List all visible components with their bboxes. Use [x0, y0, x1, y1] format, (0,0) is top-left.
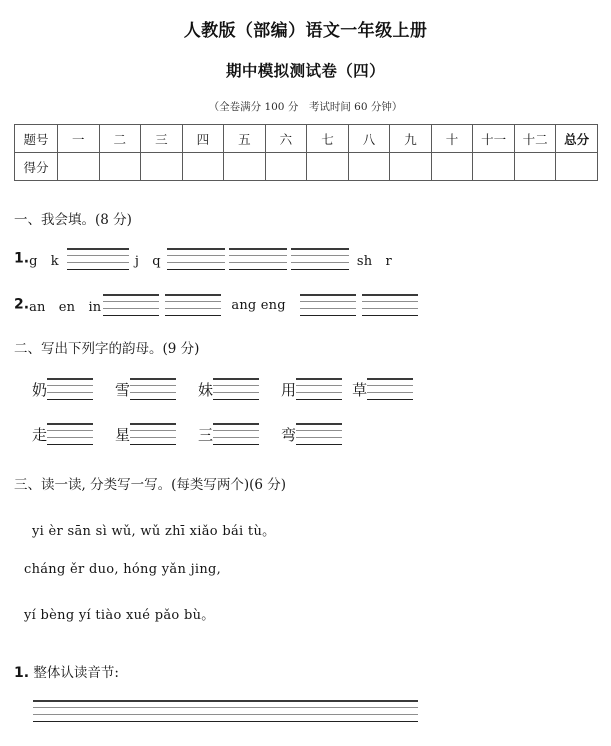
writing-blank[interactable]	[300, 294, 356, 316]
writing-blank[interactable]	[165, 294, 221, 316]
score-cell-q5[interactable]	[224, 153, 266, 181]
table-row-scores	[15, 153, 598, 181]
character-cell: 草	[352, 380, 368, 399]
page-title-main: 人教版（部编）语文一年级上册	[183, 21, 428, 41]
table-header-q10: 十	[431, 125, 473, 153]
score-cell-q6[interactable]	[265, 153, 307, 181]
table-header-total: 总分	[556, 125, 598, 153]
character-cell: 星	[115, 425, 131, 444]
score-cell-q12[interactable]	[514, 153, 556, 181]
table-header-q8: 八	[348, 125, 390, 153]
score-cell-q2[interactable]	[99, 153, 141, 181]
page-title-sub: 期中模拟测试卷（四）	[225, 62, 385, 80]
section-heading-3: 三、读一读, 分类写一写。(每类写两个)(6 分)	[14, 477, 287, 493]
writing-blank[interactable]	[167, 248, 225, 270]
writing-blank[interactable]	[130, 423, 176, 445]
writing-blank[interactable]	[47, 423, 93, 445]
pinyin-group-anenin: an en in	[29, 299, 102, 315]
pinyin-group-gk: g k	[29, 253, 59, 269]
character-cell: 走	[32, 425, 48, 444]
table-header-q2: 二	[99, 125, 141, 153]
exercise-row-1-1	[14, 248, 392, 270]
score-cell-q11[interactable]	[473, 153, 515, 181]
writing-blank[interactable]	[367, 378, 413, 400]
question-label-1	[14, 661, 119, 681]
exercise-row-2-2	[32, 423, 342, 445]
writing-blank[interactable]	[296, 378, 342, 400]
table-header-q12: 十二	[514, 125, 556, 153]
pinyin-sentence-1: yi èr sān sì wǔ, wǔ zhī xiǎo bái tù。	[32, 524, 276, 539]
character-cell: 奶	[32, 380, 48, 399]
score-cell-q4[interactable]	[182, 153, 224, 181]
score-cell-q1[interactable]	[58, 153, 100, 181]
character-cell: 三	[198, 425, 214, 444]
table-header-score-label: 得分	[15, 153, 58, 181]
score-table-container	[14, 124, 598, 181]
writing-blank[interactable]	[362, 294, 418, 316]
table-header-q11: 十一	[473, 125, 515, 153]
table-header-q9: 九	[390, 125, 432, 153]
character-cell: 妹	[198, 380, 214, 399]
table-header-q6: 六	[265, 125, 307, 153]
exercise-row-2-1	[32, 378, 413, 400]
score-cell-q3[interactable]	[141, 153, 183, 181]
exercise-number: 1.	[14, 250, 30, 267]
writing-blank-wide[interactable]	[33, 700, 418, 722]
writing-blank[interactable]	[296, 423, 342, 445]
writing-blank[interactable]	[213, 423, 259, 445]
writing-blank[interactable]	[291, 248, 349, 270]
writing-blank[interactable]	[213, 378, 259, 400]
score-cell-q7[interactable]	[307, 153, 349, 181]
section-heading-1: 一、我会填。(8 分)	[14, 212, 132, 228]
table-header-q1: 一	[58, 125, 100, 153]
score-cell-q10[interactable]	[431, 153, 473, 181]
table-header-q4: 四	[182, 125, 224, 153]
writing-blank[interactable]	[229, 248, 287, 270]
exam-info-note: （全卷满分 100 分 考试时间 60 分钟）	[208, 101, 403, 113]
character-cell: 用	[281, 380, 297, 399]
table-header-question-label: 题号	[15, 125, 58, 153]
table-row-question-numbers	[15, 125, 598, 153]
writing-blank[interactable]	[47, 378, 93, 400]
question-text: 整体认读音节:	[33, 665, 119, 681]
pinyin-group-angeng: ang eng	[231, 297, 286, 313]
writing-blank[interactable]	[103, 294, 159, 316]
score-cell-total[interactable]	[556, 153, 598, 181]
exercise-number: 2.	[14, 296, 30, 313]
table-header-q3: 三	[141, 125, 183, 153]
score-cell-q8[interactable]	[348, 153, 390, 181]
score-table	[14, 124, 598, 181]
table-header-q5: 五	[224, 125, 266, 153]
pinyin-group-jq: j q	[134, 253, 161, 269]
writing-blank[interactable]	[130, 378, 176, 400]
pinyin-sentence-3: yí bèng yí tiào xué pǎo bù。	[24, 608, 215, 623]
character-cell: 弯	[281, 425, 297, 444]
character-cell: 雪	[115, 380, 131, 399]
question-number: 1.	[14, 665, 30, 681]
writing-blank[interactable]	[67, 248, 129, 270]
table-header-q7: 七	[307, 125, 349, 153]
exercise-row-1-2	[14, 294, 418, 316]
score-cell-q9[interactable]	[390, 153, 432, 181]
section-heading-2: 二、写出下列字的韵母。(9 分)	[14, 341, 200, 357]
pinyin-sentence-2: cháng ěr duo, hóng yǎn jing,	[24, 562, 222, 577]
pinyin-group-shr: sh r	[356, 253, 392, 269]
